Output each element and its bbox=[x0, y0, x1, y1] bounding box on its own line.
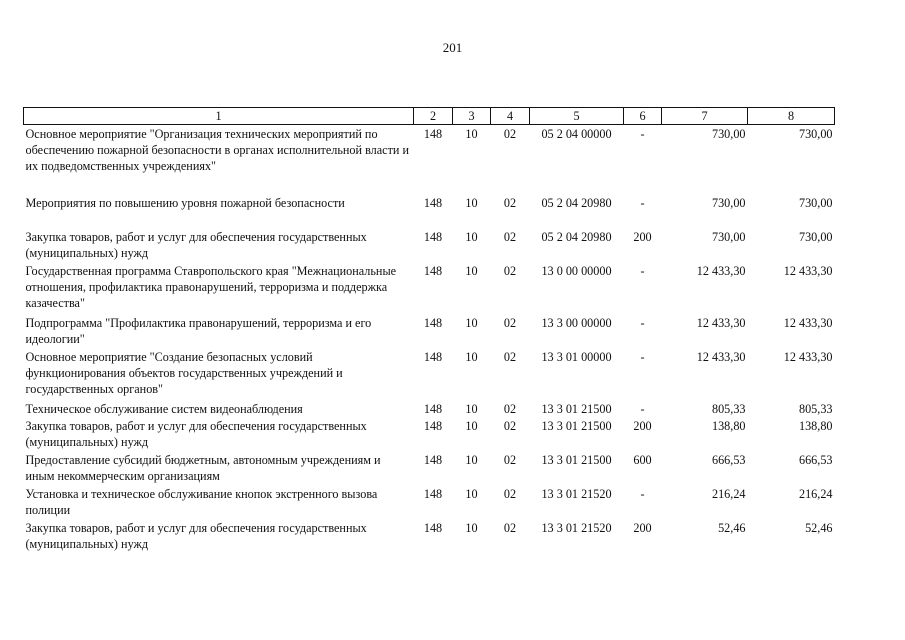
cell-c4: 02 bbox=[503, 486, 517, 501]
cell-c2: 148 bbox=[423, 229, 443, 244]
cell-c2: 148 bbox=[423, 195, 443, 210]
cell-c2: 148 bbox=[423, 263, 443, 278]
cell-c6: 600 bbox=[633, 452, 652, 467]
cell-c8: 805,33 bbox=[798, 401, 833, 416]
cell-c5: 13 3 01 21500 bbox=[541, 418, 612, 433]
column-header: 5 bbox=[530, 108, 624, 125]
cell-c8: 138,80 bbox=[798, 418, 833, 433]
cell-c7: 138,80 bbox=[711, 418, 746, 433]
cell-c8: 730,00 bbox=[798, 127, 833, 141]
cell-c7: 12 433,30 bbox=[696, 315, 746, 330]
row-name: Подпрограмма "Профилактика правонарушений, терроризма и его идеологии" bbox=[25, 315, 372, 346]
cell-c7: 730,00 bbox=[711, 127, 746, 141]
cell-c3: 10 bbox=[465, 195, 478, 210]
cell-c5: 13 3 01 00000 bbox=[541, 349, 612, 364]
cell-c4: 02 bbox=[503, 349, 517, 364]
table-row bbox=[24, 194, 835, 228]
row-name: Мероприятия по повышению уровня пожарной безопасности bbox=[25, 195, 345, 210]
cell-c2: 148 bbox=[423, 452, 443, 467]
cell-c4: 02 bbox=[503, 195, 517, 210]
table-row bbox=[24, 451, 835, 485]
cell-c5: 13 3 01 21520 bbox=[541, 486, 612, 501]
column-header: 2 bbox=[414, 108, 453, 125]
cell-c6: - bbox=[640, 349, 645, 364]
column-header: 8 bbox=[748, 108, 835, 125]
column-header: 6 bbox=[624, 108, 662, 125]
cell-c4: 02 bbox=[503, 418, 517, 433]
row-name: Установка и техническое обслуживание кнопок экстренного вызова полиции bbox=[25, 486, 378, 517]
cell-c3: 10 bbox=[465, 349, 478, 364]
cell-c3: 10 bbox=[465, 315, 478, 330]
cell-c5: 13 0 00 00000 bbox=[541, 263, 612, 278]
cell-c8: 666,53 bbox=[798, 452, 833, 467]
cell-c5: 13 3 01 21520 bbox=[541, 520, 612, 535]
cell-c4: 02 bbox=[503, 315, 517, 330]
cell-c6: 200 bbox=[633, 418, 652, 433]
cell-c3: 10 bbox=[465, 520, 478, 535]
row-name: Предоставление субсидий бюджетным, автономным учреждениям и иным некоммерческим организациям bbox=[25, 452, 381, 483]
cell-c3: 10 bbox=[465, 263, 478, 278]
cell-c6: - bbox=[640, 486, 645, 501]
cell-c7: 805,33 bbox=[711, 401, 746, 416]
cell-c5: 05 2 04 20980 bbox=[541, 195, 612, 210]
cell-c6: - bbox=[640, 127, 645, 141]
cell-c6: - bbox=[640, 263, 645, 278]
cell-c7: 730,00 bbox=[711, 229, 746, 244]
row-name: Закупка товаров, работ и услуг для обеспечения государственных (муниципальных) нужд bbox=[25, 520, 367, 551]
cell-c4: 02 bbox=[503, 452, 517, 467]
table-row bbox=[24, 314, 835, 348]
cell-c7: 730,00 bbox=[711, 195, 746, 210]
cell-c2: 148 bbox=[423, 520, 443, 535]
cell-c4: 02 bbox=[503, 263, 517, 278]
cell-c6: - bbox=[640, 315, 645, 330]
row-name: Закупка товаров, работ и услуг для обеспечения государственных (муниципальных) нужд bbox=[25, 229, 367, 260]
table-header-row bbox=[24, 108, 835, 125]
cell-c2: 148 bbox=[423, 349, 443, 364]
cell-c4: 02 bbox=[503, 229, 517, 244]
table-row bbox=[24, 417, 835, 451]
table-row bbox=[24, 400, 835, 417]
cell-c6: - bbox=[640, 401, 645, 416]
column-header: 1 bbox=[24, 108, 414, 125]
cell-c2: 148 bbox=[423, 486, 443, 501]
cell-c3: 10 bbox=[465, 486, 478, 501]
cell-c7: 12 433,30 bbox=[696, 263, 746, 278]
cell-c4: 02 bbox=[503, 401, 517, 416]
cell-c3: 10 bbox=[465, 452, 478, 467]
cell-c7: 216,24 bbox=[711, 486, 746, 501]
cell-c8: 730,00 bbox=[798, 195, 833, 210]
table-row bbox=[24, 262, 835, 314]
cell-c2: 148 bbox=[423, 315, 443, 330]
column-header: 7 bbox=[662, 108, 748, 125]
table-row bbox=[24, 228, 835, 262]
cell-c3: 10 bbox=[465, 127, 478, 141]
cell-c7: 52,46 bbox=[718, 520, 746, 535]
cell-c8: 12 433,30 bbox=[783, 263, 833, 278]
cell-c5: 13 3 00 00000 bbox=[541, 315, 612, 330]
row-name: Государственная программа Ставропольского края "Межнациональные отношения, профилактика правонарушений, терроризма и поддержка казачества" bbox=[25, 263, 397, 310]
cell-c8: 730,00 bbox=[798, 229, 833, 244]
cell-c3: 10 bbox=[465, 418, 478, 433]
table-row bbox=[24, 519, 835, 553]
column-header: 3 bbox=[453, 108, 491, 125]
table-row bbox=[24, 485, 835, 519]
cell-c7: 12 433,30 bbox=[696, 349, 746, 364]
cell-c8: 216,24 bbox=[798, 486, 833, 501]
cell-c5: 13 3 01 21500 bbox=[541, 401, 612, 416]
row-name: Основное мероприятие "Организация технических мероприятий по обеспечению пожарной безопасности в органах исполнительной власти и их подведомственных учреждениях" bbox=[25, 127, 409, 173]
cell-c8: 52,46 bbox=[805, 520, 833, 535]
row-name: Основное мероприятие "Создание безопасных условий функционирования объектов государственных учреждений и государственных органов" bbox=[25, 349, 343, 396]
cell-c6: - bbox=[640, 195, 645, 210]
cell-c4: 02 bbox=[503, 127, 517, 141]
column-header: 4 bbox=[491, 108, 530, 125]
cell-c4: 02 bbox=[503, 520, 517, 535]
table-row bbox=[24, 125, 835, 194]
cell-c5: 05 2 04 20980 bbox=[541, 229, 612, 244]
cell-c8: 12 433,30 bbox=[783, 315, 833, 330]
cell-c2: 148 bbox=[423, 401, 443, 416]
cell-c8: 12 433,30 bbox=[783, 349, 833, 364]
row-name: Техническое обслуживание систем видеонаблюдения bbox=[25, 401, 303, 416]
cell-c2: 148 bbox=[423, 127, 443, 141]
page-number: 201 bbox=[442, 40, 463, 55]
budget-table bbox=[23, 107, 835, 553]
row-name: Закупка товаров, работ и услуг для обеспечения государственных (муниципальных) нужд bbox=[25, 418, 367, 449]
cell-c5: 05 2 04 00000 bbox=[541, 127, 612, 141]
cell-c7: 666,53 bbox=[711, 452, 746, 467]
cell-c6: 200 bbox=[633, 520, 652, 535]
cell-c2: 148 bbox=[423, 418, 443, 433]
cell-c6: 200 bbox=[633, 229, 652, 244]
cell-c3: 10 bbox=[465, 401, 478, 416]
table-row bbox=[24, 348, 835, 400]
cell-c5: 13 3 01 21500 bbox=[541, 452, 612, 467]
cell-c3: 10 bbox=[465, 229, 478, 244]
